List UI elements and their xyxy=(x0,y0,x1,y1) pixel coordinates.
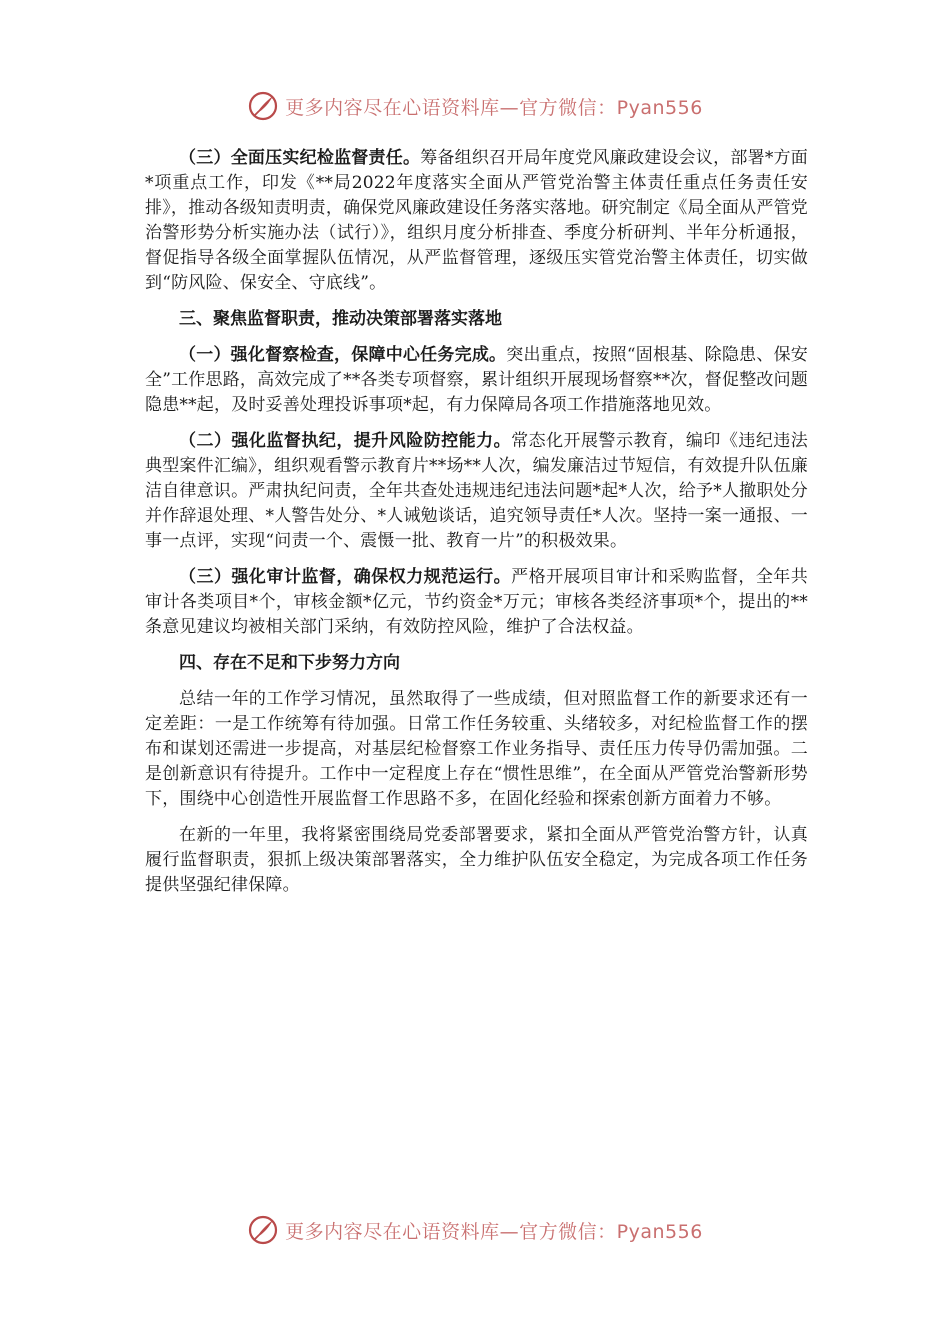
watermark-text: 更多内容尽在心语资料库—官方微信：Pyan556 xyxy=(285,1220,703,1243)
section-heading-3: 三、聚焦监督职责，推动决策部署落实落地 xyxy=(179,309,502,329)
quill-logo-icon xyxy=(247,1214,279,1246)
paragraph-text: 总结一年的工作学习情况，虽然取得了一些成绩，但对照监督工作的新要求还有一定差距：一是工作统筹有待加强。日常工作任务较重、头绪较多，对纪检监督工作的摆布和谋划还需进一步提高，对基层纪检督察工作业务指导、责任压力传导仍需加强。二是创新意识有待提升。工作中一定程度上存在“惯性思维”，在全面从严管党治警新形势下，围绕中心创造性开展监督工作思路不多，在固化经验和探索创新方面着力不够。 xyxy=(145,689,808,809)
document-body xyxy=(145,146,808,909)
watermark-text: 更多内容尽在心语资料库—官方微信：Pyan556 xyxy=(285,96,703,119)
paragraph-audit xyxy=(145,565,808,640)
paragraph-lead: （一）强化督察检查，保障中心任务完成。 xyxy=(179,345,507,365)
paragraph-lead: （三）强化审计监督，确保权力规范运行。 xyxy=(179,567,512,587)
paragraph-text: 常态化开展警示教育，编印《违纪违法典型案件汇编》，组织观看警示教育片**场**人次，编发廉洁过节短信，有效提升队伍廉洁自律意识。严肃执纪问责，全年共查处违规违纪违法问题*起*人次，给予*人撤职处分并作辞退处理、*人警告处分、*人诫勉谈话，追究领导责任*人次。坚持一案一通报、一事一点评，实现“问责一个、震慑一批、教育一片”的积极效果。 xyxy=(145,431,808,551)
paragraph-discipline xyxy=(145,429,808,554)
paragraph-shortcomings xyxy=(145,687,808,812)
paragraph-lead: （二）强化监督执纪，提升风险防控能力。 xyxy=(179,431,512,451)
paragraph-text: 突出重点，按照“固根基、除隐患、保安全”工作思路，高效完成了**各类专项督察，累计组织开展现场督察**次，督促整改问题隐患**起，及时妥善处理投诉事项*起，有力保障局各项工作措施落地见效。 xyxy=(145,345,808,415)
quill-logo-icon xyxy=(247,90,279,122)
paragraph-next-year xyxy=(145,823,808,898)
paragraph-text: 在新的一年里，我将紧密围绕局党委部署要求，紧扣全面从严管党治警方针，认真履行监督职责，狠抓上级决策部署落实，全力维护队伍安全稳定，为完成各项工作任务提供坚强纪律保障。 xyxy=(145,825,808,895)
watermark-header xyxy=(0,88,950,124)
watermark-footer xyxy=(0,1212,950,1248)
paragraph-inspection xyxy=(145,343,808,418)
paragraph-supervision-responsibility xyxy=(145,146,808,296)
paragraph-lead: （三）全面压实纪检监督责任。 xyxy=(179,148,421,168)
section-heading-4: 四、存在不足和下步努力方向 xyxy=(179,653,400,673)
paragraph-text: 严格开展项目审计和采购监督，全年共审计各类项目*个，审核金额*亿元，节约资金*万元；审核各类经济事项*个，提出的**条意见建议均被相关部门采纳，有效防控风险，维护了合法权益。 xyxy=(145,567,808,637)
paragraph-text: 筹备组织召开局年度党风廉政建设会议，部署*方面*项重点工作，印发《**局2022年度落实全面从严管党治警主体责任重点任务责任安排》，推动各级知责明责，确保党风廉政建设任务落实落地。研究制定《局全面从严管党治警形势分析实施办法（试行）》，组织月度分析排查、季度分析研判、半年分析通报，督促指导各级全面掌握队伍情况，从严监督管理，逐级压实管党治警主体责任，切实做到“防风险、保安全、守底线”。 xyxy=(145,148,808,293)
